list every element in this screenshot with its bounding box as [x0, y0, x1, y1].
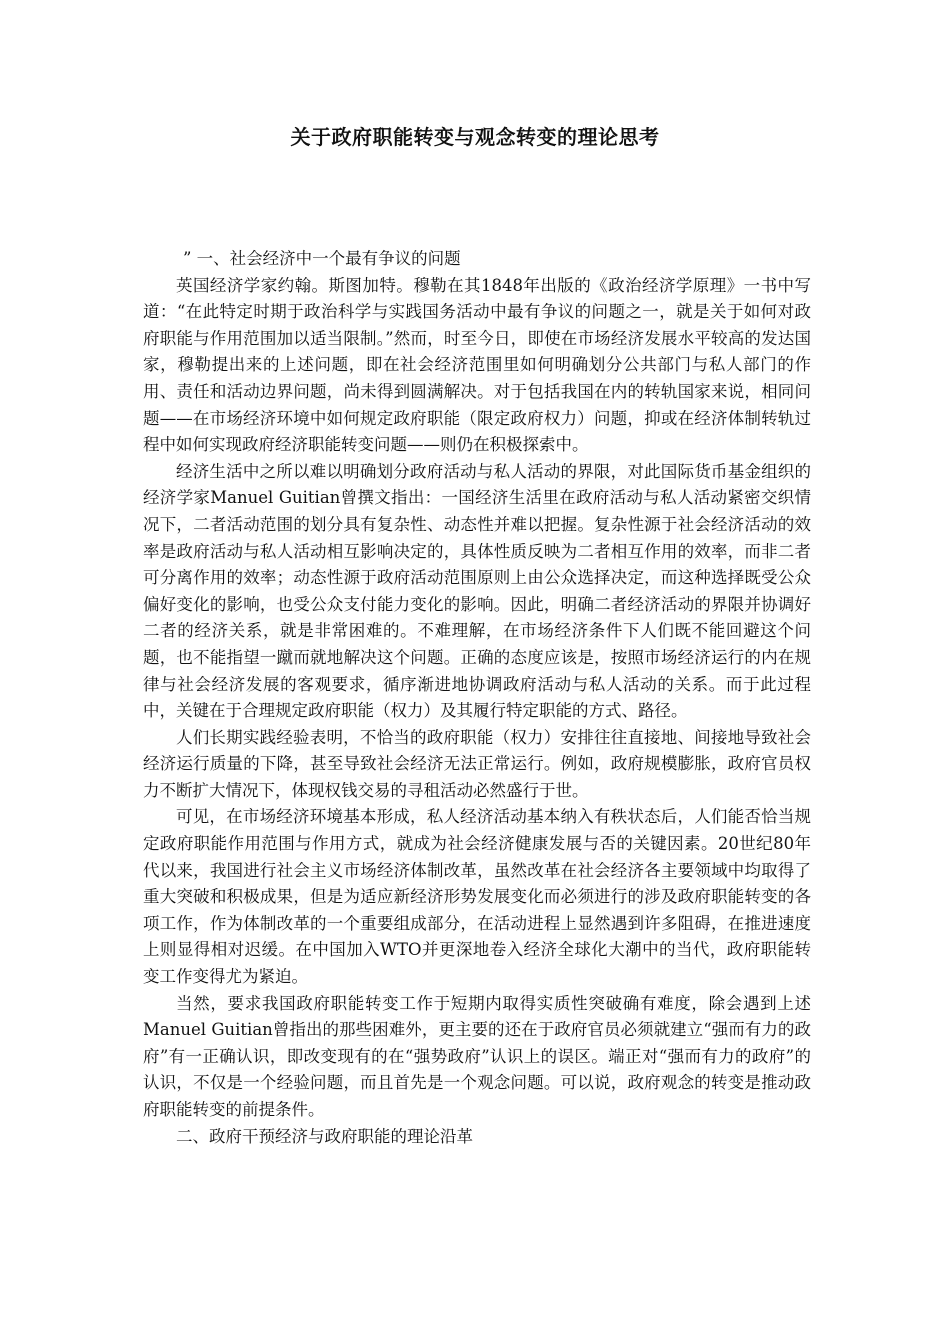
document-body — [143, 246, 811, 1150]
document-title: 关于政府职能转变与观念转变的理论思考 — [290, 125, 660, 149]
paragraph-1: 英国经济学家约翰。斯图加特。穆勒在其1848年出版的《政治经济学原理》一书中写道：“在此特定时期于政治科学与实践国务活动中最有争议的问题之一，就是关于如何对政府职能与作用范围加以适当限制。”然而，时至今日，即使在市场经济发展水平较高的发达国家，穆勒提出来的上述问题，即在社会经济范围里如何明确划分公共部门与私人部门的作用、责任和活动边界问题，尚未得到圆满解决。对于包括我国在内的转轨国家来说，相同问题——在市场经济环境中如何规定政府职能（限定政府权力）问题，抑或在经济体制转轨过程中如何实现政府经济职能转变问题——则仍在积极探索中。 — [143, 275, 811, 455]
paragraph-2: 经济生活中之所以难以明确划分政府活动与私人活动的界限，对此国际货币基金组织的经济学家Manuel Guitian曾撰文指出：一国经济生活里在政府活动与私人活动紧密交织情况下，二者活动范围的划分具有复杂性、动态性并难以把握。复杂性源于社会经济活动的效率是政府活动与私人活动相互影响决定的，具体性质反映为二者相互作用的效率，而非二者可分离作用的效率；动态性源于政府活动范围原则上由公众选择决定，而这种选择既受公众偏好变化的影响，也受公众支付能力变化的影响。因此，明确二者经济活动的界限并协调好二者的经济关系，就是非常困难的。不难理解，在市场经济条件下人们既不能回避这个问题，也不能指望一蹴而就地解决这个问题。正确的态度应该是，按照市场经济运行的内在规律与社会经济发展的客观要求，循序渐进地协调政府活动与私人活动的关系。而于此过程中，关键在于合理规定政府职能（权力）及其履行特定职能的方式、路径。 — [143, 461, 811, 721]
section-heading-2: 二、政府干预经济与政府职能的理论沿革 — [176, 1126, 473, 1146]
section-heading-1: ” 一、社会经济中一个最有争议的问题 — [183, 249, 461, 268]
paragraph-4: 可见，在市场经济环境基本形成，私人经济活动基本纳入有秩状态后，人们能否恰当规定政府职能作用范围与作用方式，就成为社会经济健康发展与否的关键因素。20世纪80年代以来，我国进行社会主义市场经济体制改革，虽然改革在社会经济各主要领域中均取得了重大突破和积极成果，但是为适应新经济形势发展变化而必须进行的涉及政府职能转变的各项工作，作为体制改革的一个重要组成部分，在活动进程上显然遇到许多阻碍，在推进速度上则显得相对迟缓。在中国加入WTO并更深地卷入经济全球化大潮中的当代，政府职能转变工作变得尤为紧迫。 — [143, 807, 811, 987]
paragraph-5: 当然，要求我国政府职能转变工作于短期内取得实质性突破确有难度，除会遇到上述Manuel Guitian曾指出的那些困难外，更主要的还在于政府官员必须就建立“强而有力的政府”有一正确认识，即改变现有的在“强势政府”认识上的误区。端正对“强而有力的政府”的认识，不仅是一个经验问题，而且首先是一个观念问题。可以说，政府观念的转变是推动政府职能转变的前提条件。 — [143, 993, 811, 1119]
paragraph-3: 人们长期实践经验表明，不恰当的政府职能（权力）安排往往直接地、间接地导致社会经济运行质量的下降，甚至导致社会经济无法正常运行。例如，政府规模膨胀，政府官员权力不断扩大情况下，体现权钱交易的寻租活动必然盛行于世。 — [143, 727, 811, 800]
